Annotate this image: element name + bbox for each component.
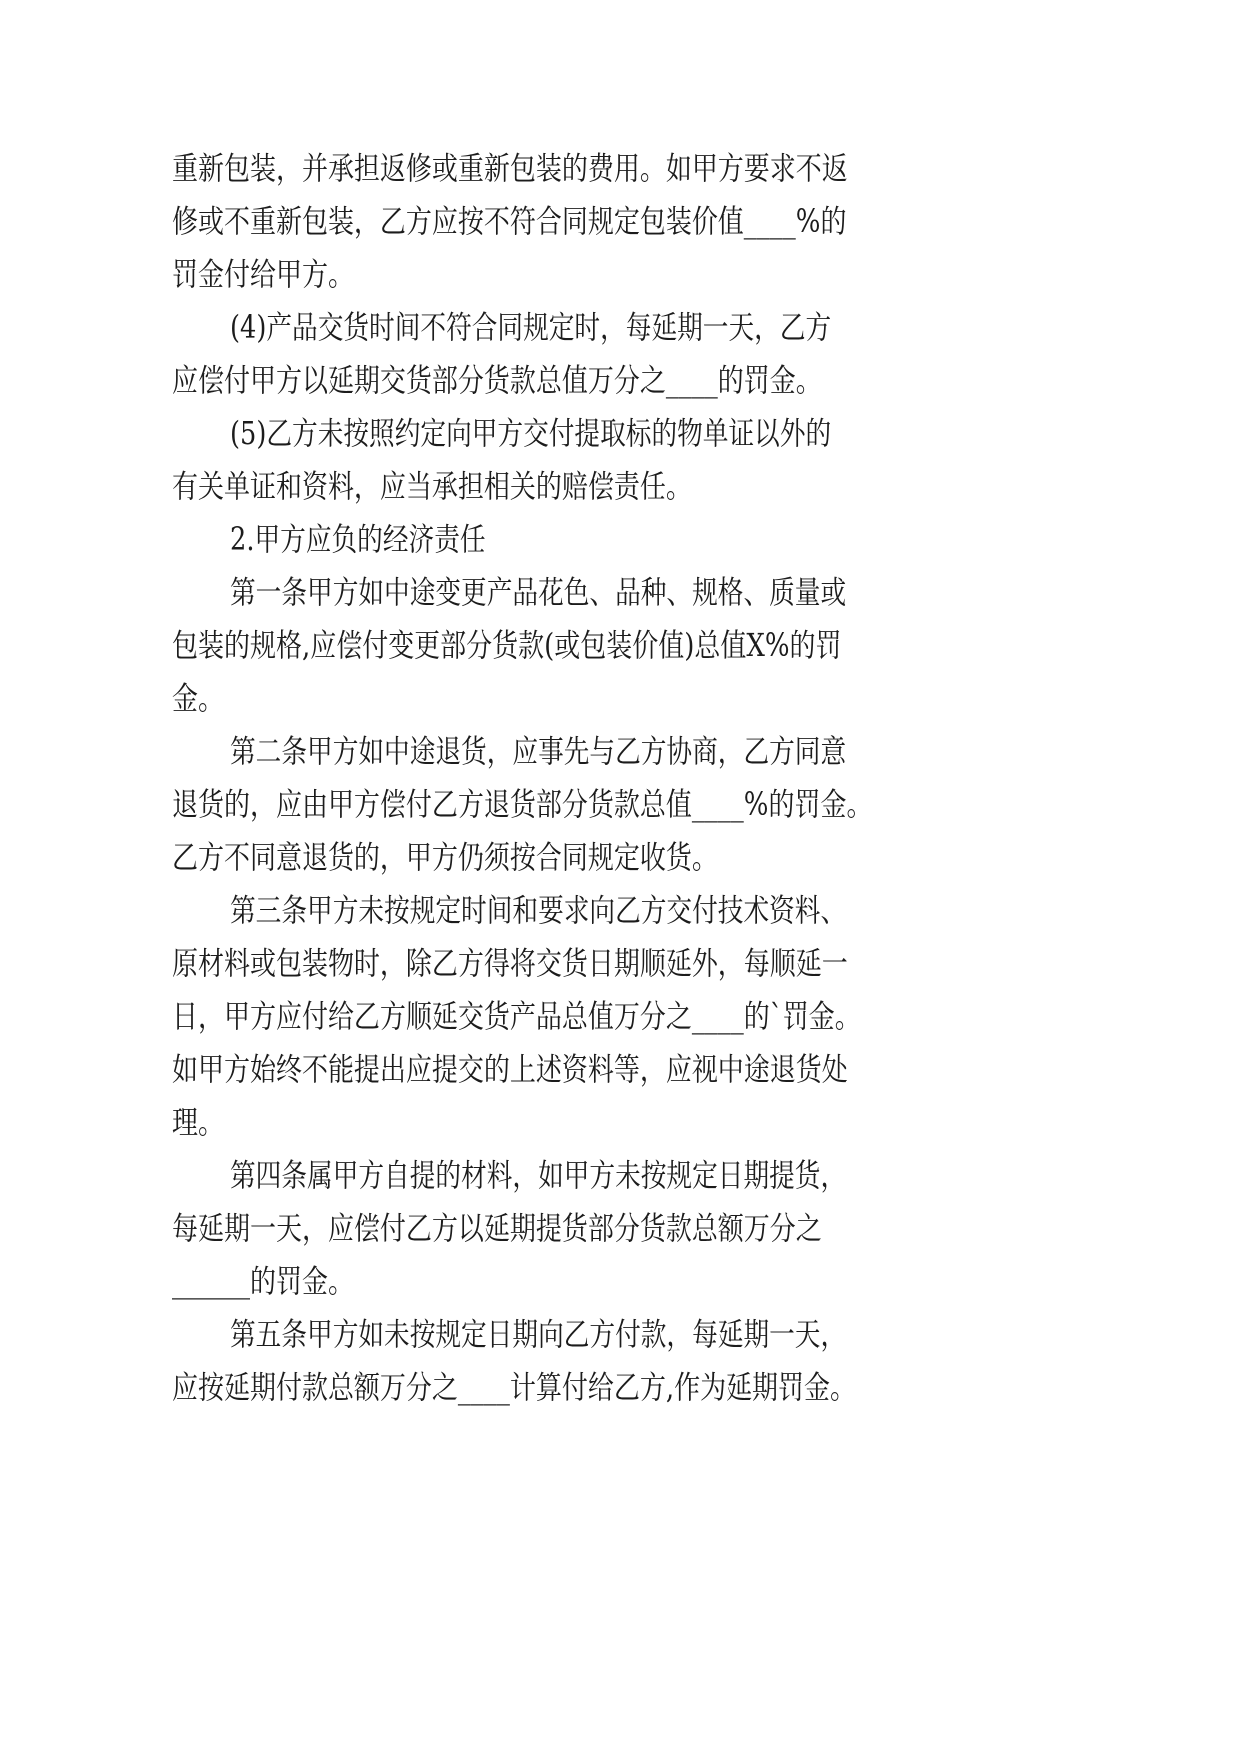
line-text: 第五条甲方如未按规定日期向乙方付款，每延期一天， (230, 1317, 847, 1353)
line-text: (4)产品交货时间不符合同规定时，每延期一天，乙方 (230, 310, 832, 346)
line-text: 包装的规格,应偿付变更部分货款(或包装价值)总值X%的罚 (172, 628, 842, 664)
line-text: (5)乙方未按照约定向甲方交付提取标的物单证以外的 (230, 416, 832, 452)
line-text: 每延期一天，应偿付乙方以延期提货部分货款总额万分之 (172, 1211, 822, 1247)
line-text: 退货的，应由甲方偿付乙方退货部分货款总值____%的罚金。 (172, 787, 873, 823)
line-text: 罚金付给甲方。 (172, 257, 354, 293)
line-text: 第二条甲方如中途退货，应事先与乙方协商，乙方同意 (230, 734, 847, 770)
line-text: 第三条甲方未按规定时间和要求向乙方交付技术资料、 (230, 893, 847, 929)
line-text: 如甲方始终不能提出应提交的上述资料等，应视中途退货处 (172, 1052, 848, 1088)
line-text: 有关单证和资料，应当承担相关的赔偿责任。 (172, 469, 692, 505)
line-text: 第一条甲方如中途变更产品花色、品种、规格、质量或 (230, 575, 847, 611)
line-text: 乙方不同意退货的，甲方仍须按合同规定收货。 (172, 840, 718, 876)
text-line (0, 1356, 1241, 1420)
line-text: 应偿付甲方以延期交货部分货款总值万分之____的罚金。 (172, 363, 822, 399)
line-text: 修或不重新包装，乙方应按不符合同规定包装价值____%的 (172, 204, 847, 240)
line-text: 原材料或包装物时，除乙方得将交货日期顺延外，每顺延一 (172, 946, 848, 982)
line-text: 重新包装，并承担返修或重新包装的费用。如甲方要求不返 (172, 151, 848, 187)
line-text: 金。 (172, 681, 224, 717)
line-text: 理。 (172, 1105, 224, 1141)
line-text: ______的罚金。 (172, 1264, 354, 1300)
line-text: 应按延期付款总额万分之____计算付给乙方,作为延期罚金。 (172, 1370, 857, 1406)
line-text: 日，甲方应付给乙方顺延交货产品总值万分之____的`罚金。 (172, 999, 861, 1035)
line-text: 2.甲方应负的经济责任 (230, 522, 486, 558)
line-text: 第四条属甲方自提的材料，如甲方未按规定日期提货， (230, 1158, 847, 1194)
